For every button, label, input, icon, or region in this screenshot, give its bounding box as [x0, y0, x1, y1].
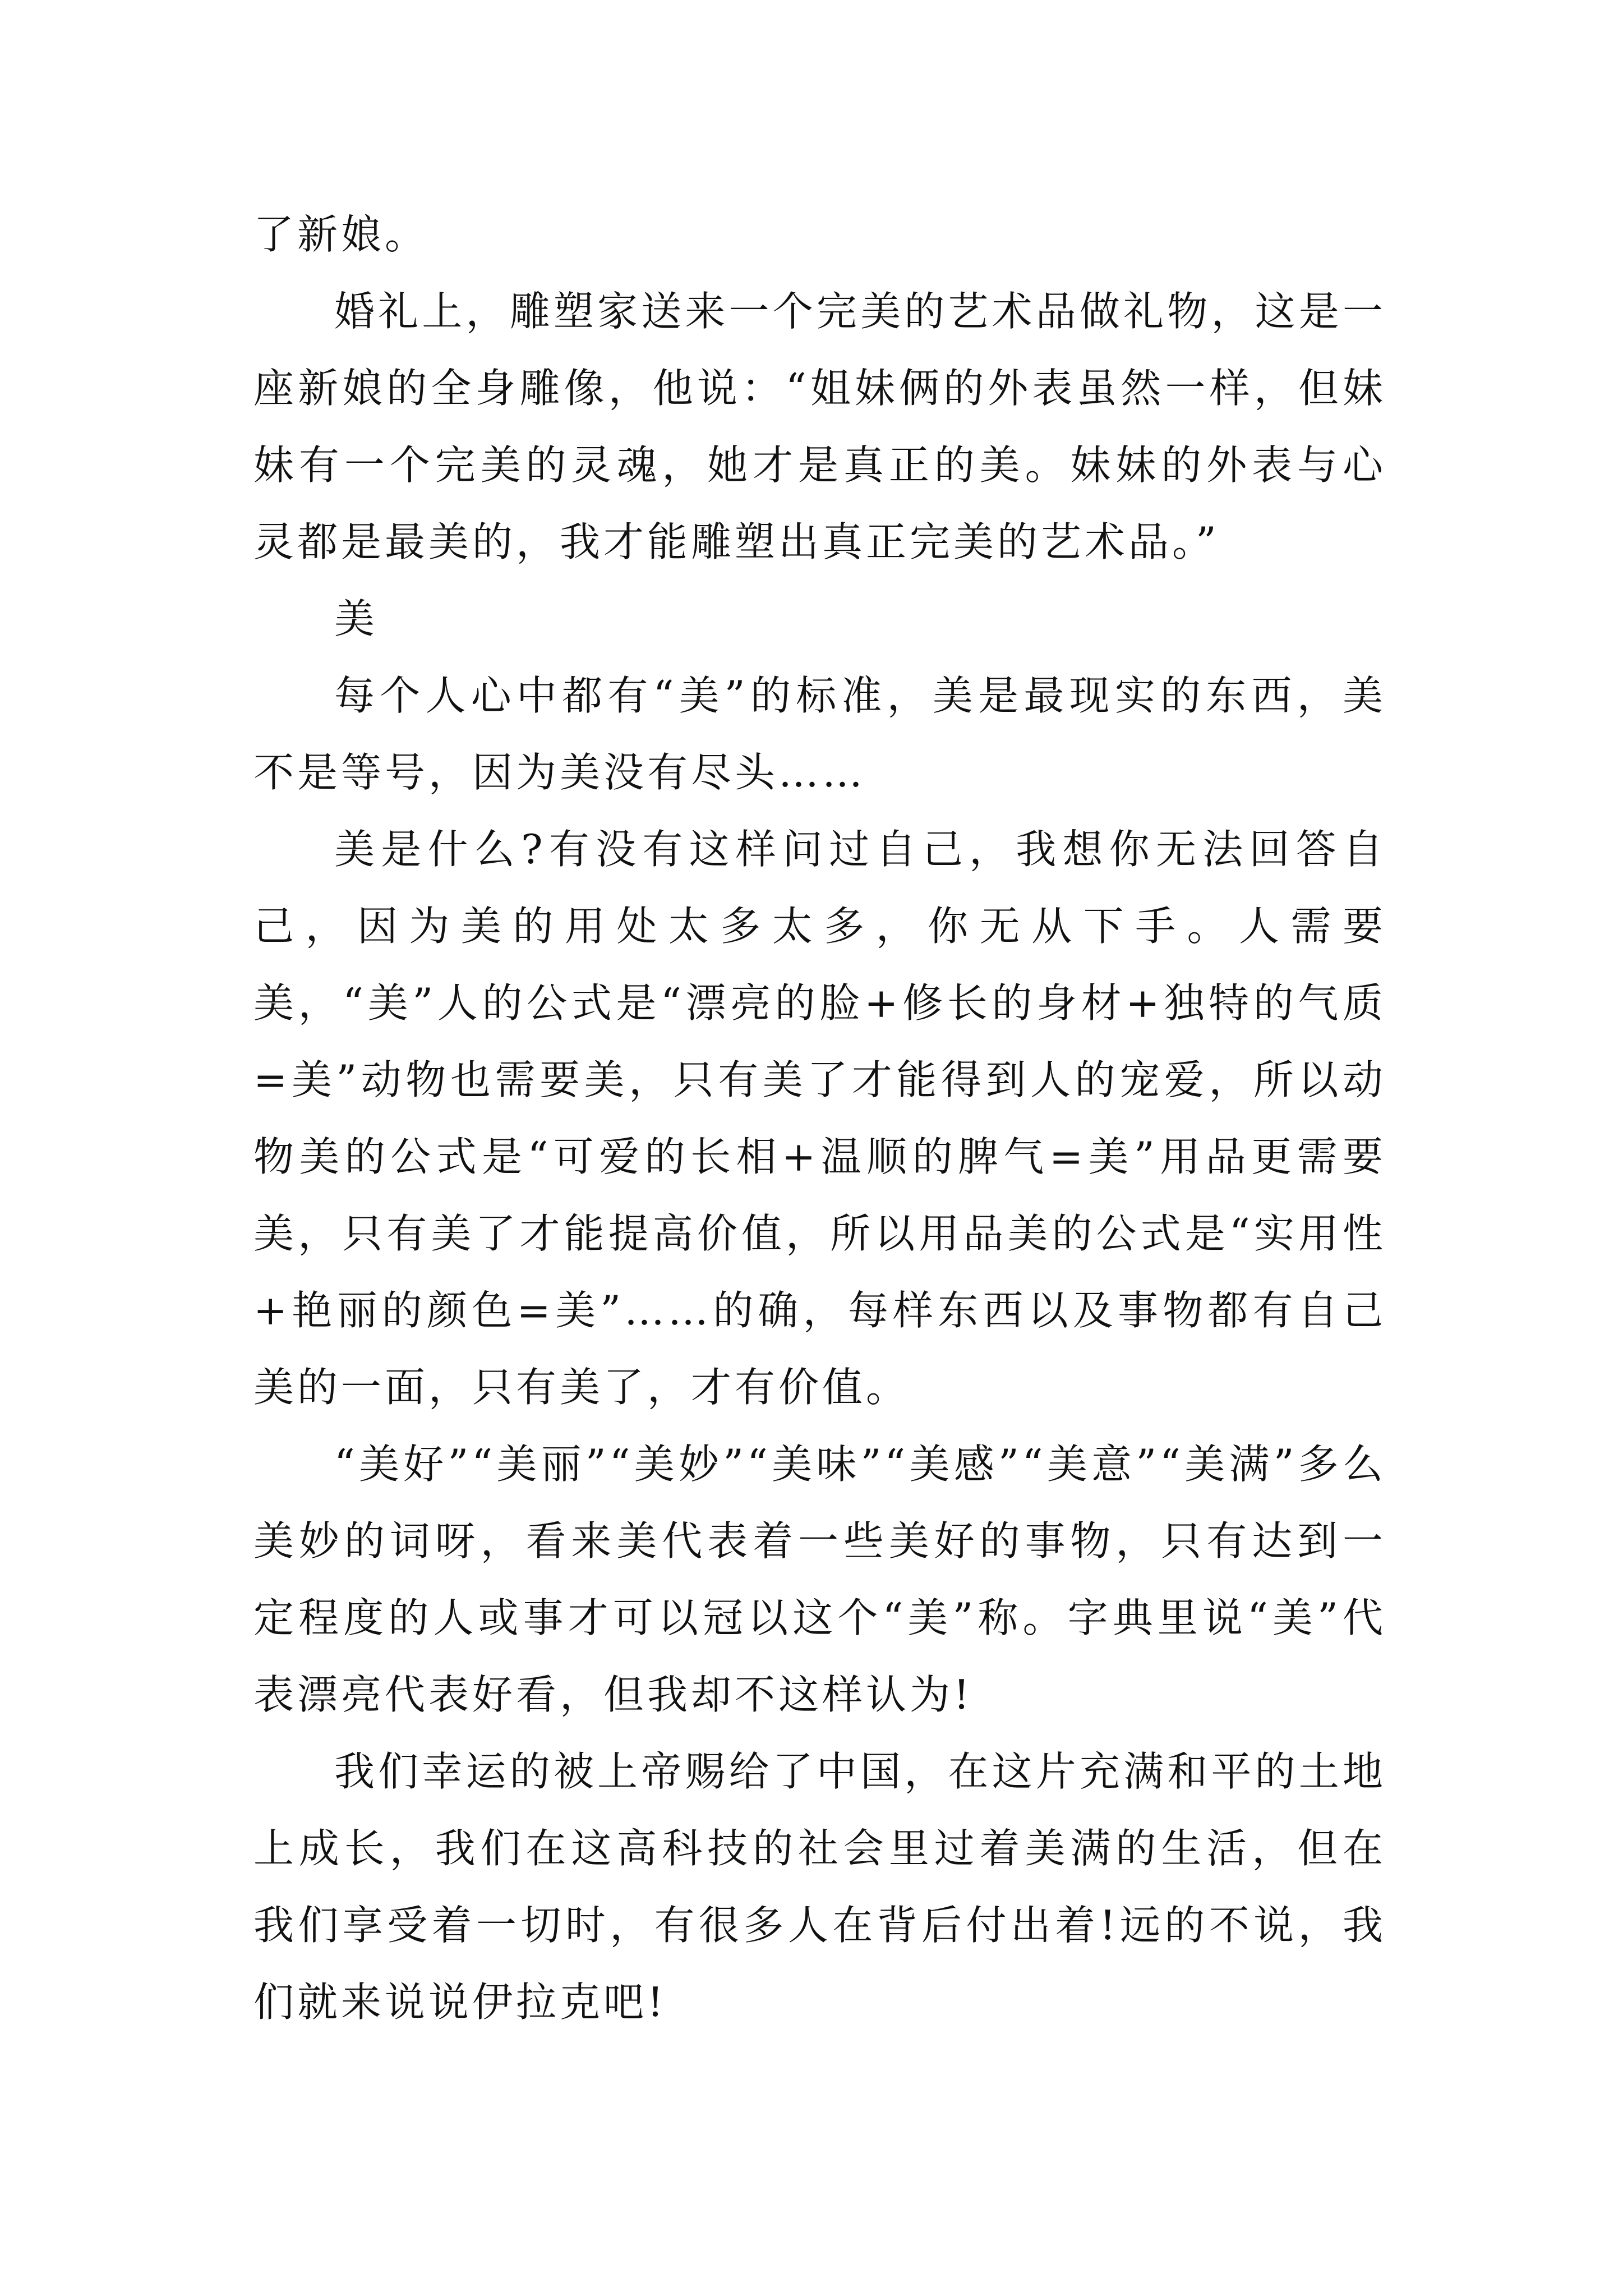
paragraph: 我们幸运的被上帝赐给了中国，在这片充满和平的土地上成长，我们在这高科技的社会里过着美满的生活，但在我们享受着一切时，有很多人在背后付出着!远的不说，我们就来说说伊拉克吧! [253, 1748, 1386, 2026]
paragraph: 了新娘。 [253, 211, 429, 258]
paragraph-heading: 美 [334, 595, 379, 642]
paragraph: 婚礼上，雕塑家送来一个完美的艺术品做礼物，这是一座新娘的全身雕像，他说：“姐妹俩的外表虽然一样，但妹妹有一个完美的灵魂，她才是真正的美。妹妹的外表与心灵都是最美的，我才能雕塑出真正完美的艺术品。” [253, 288, 1386, 565]
paragraph: “美好”“美丽”“美妙”“美味”“美感”“美意”“美满”多么美妙的词呀，看来美代表着一些美好的事物，只有达到一定程度的人或事才可以冠以这个“美”称。字典里说“美”代表漂亮代表好看，但我却不这样认为! [253, 1441, 1386, 1718]
document-body [253, 196, 1386, 2041]
paragraph: 美是什么?有没有这样问过自己，我想你无法回答自己，因为美的用处太多太多，你无从下手。人需要美，“美”人的公式是“漂亮的脸+修长的身材+独特的气质=美”动物也需要美，只有美了才能得到人的宠爱，所以动物美的公式是“可爱的长相+温顺的脾气=美”用品更需要美，只有美了才能提高价值，所以用品美的公式是“实用性+艳丽的颜色=美”……的确，每样东西以及事物都有自己美的一面，只有美了，才有价值。 [253, 826, 1386, 1411]
paragraph: 每个人心中都有“美”的标准，美是最现实的东西，美不是等号，因为美没有尽头…… [253, 672, 1386, 796]
